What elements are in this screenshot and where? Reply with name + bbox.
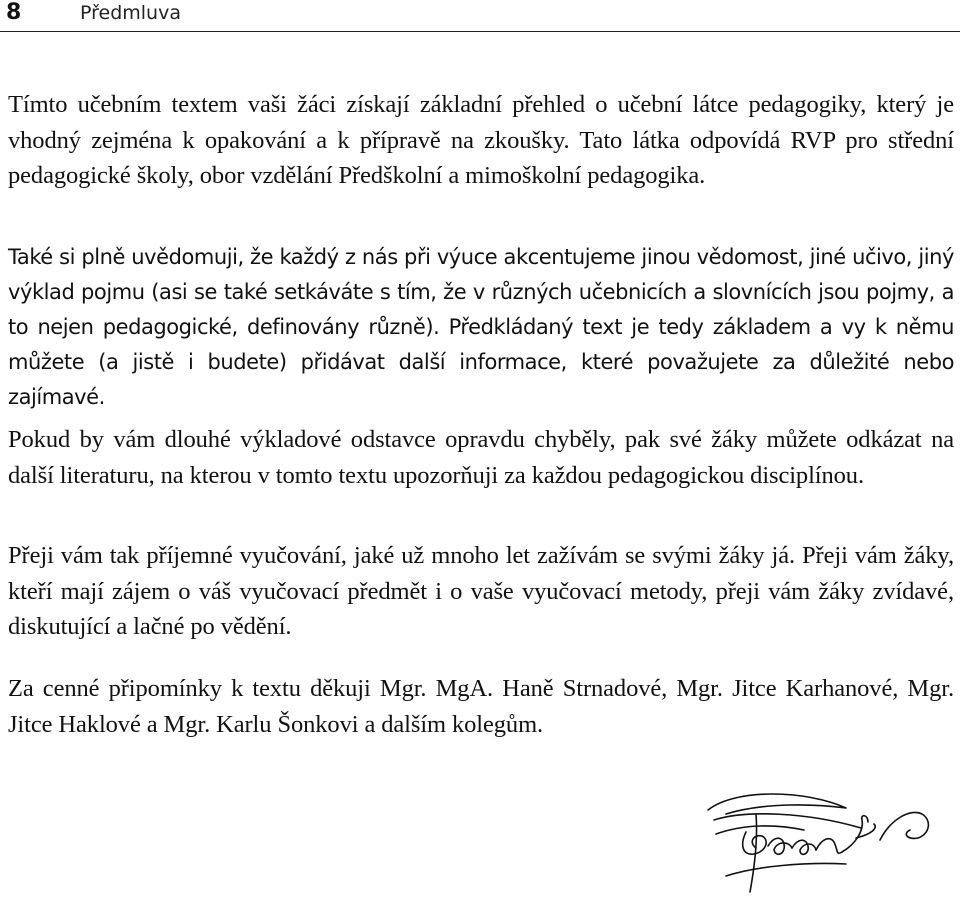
page-header	[0, 0, 960, 34]
paragraph-acknowledgements: Za cenné připomínky k textu děkuji Mgr. MgA. Haně Strnadové, Mgr. Jitce Karhanové, Mgr. Jitce Haklové a Mgr. Karlu Šonkovi a dalším kolegům.	[8, 675, 954, 738]
paragraph-literature: Pokud by vám dlouhé výkladové odstavce opravdu chyběly, pak své žáky můžete odkázat na další literaturu, na kterou v tomto textu upozorňuji za každou pedagogickou disciplínou.	[8, 426, 954, 489]
handwritten-signature	[696, 780, 946, 900]
running-title: Předmluva	[80, 2, 181, 24]
paragraph-wishes: Přeji vám tak příjemné vyučování, jaké už mnoho let zažívám se svými žáky já. Přeji vám žáky, kteří mají zájem o váš vyučovací předmět i o vaše vyučovací metody, přeji vám žáky zvídavé, diskutující a lačné po vědění.	[8, 542, 954, 640]
paragraph-intro: Tímto učebním textem vaši žáci získají základní přehled o učební látce pedagogiky, který je vhodný zejména k opakování a k přípravě na zkoušky. Tato látka odpovídá RVP pro střední pedagogické školy, obor vzdělání Předškolní a mimoškolní pedagogika.	[8, 91, 954, 189]
page-number: 8	[6, 0, 22, 25]
header-rule	[0, 31, 960, 32]
paragraph-awareness: Také si plně uvědomuji, že každý z nás při výuce akcentujeme jinou vědomost, jiné učivo, jiný výklad pojmu (asi se také setkáváte s tím, že v různých učebnicích a slovnících jsou pojmy, a to nejen pedagogické, definovány různě). Předkládaný text je tedy základem a vy k němu můžete (a jistě i budete) přidávat další informace, které považujete za důležité nebo zajímavé.	[8, 245, 954, 409]
